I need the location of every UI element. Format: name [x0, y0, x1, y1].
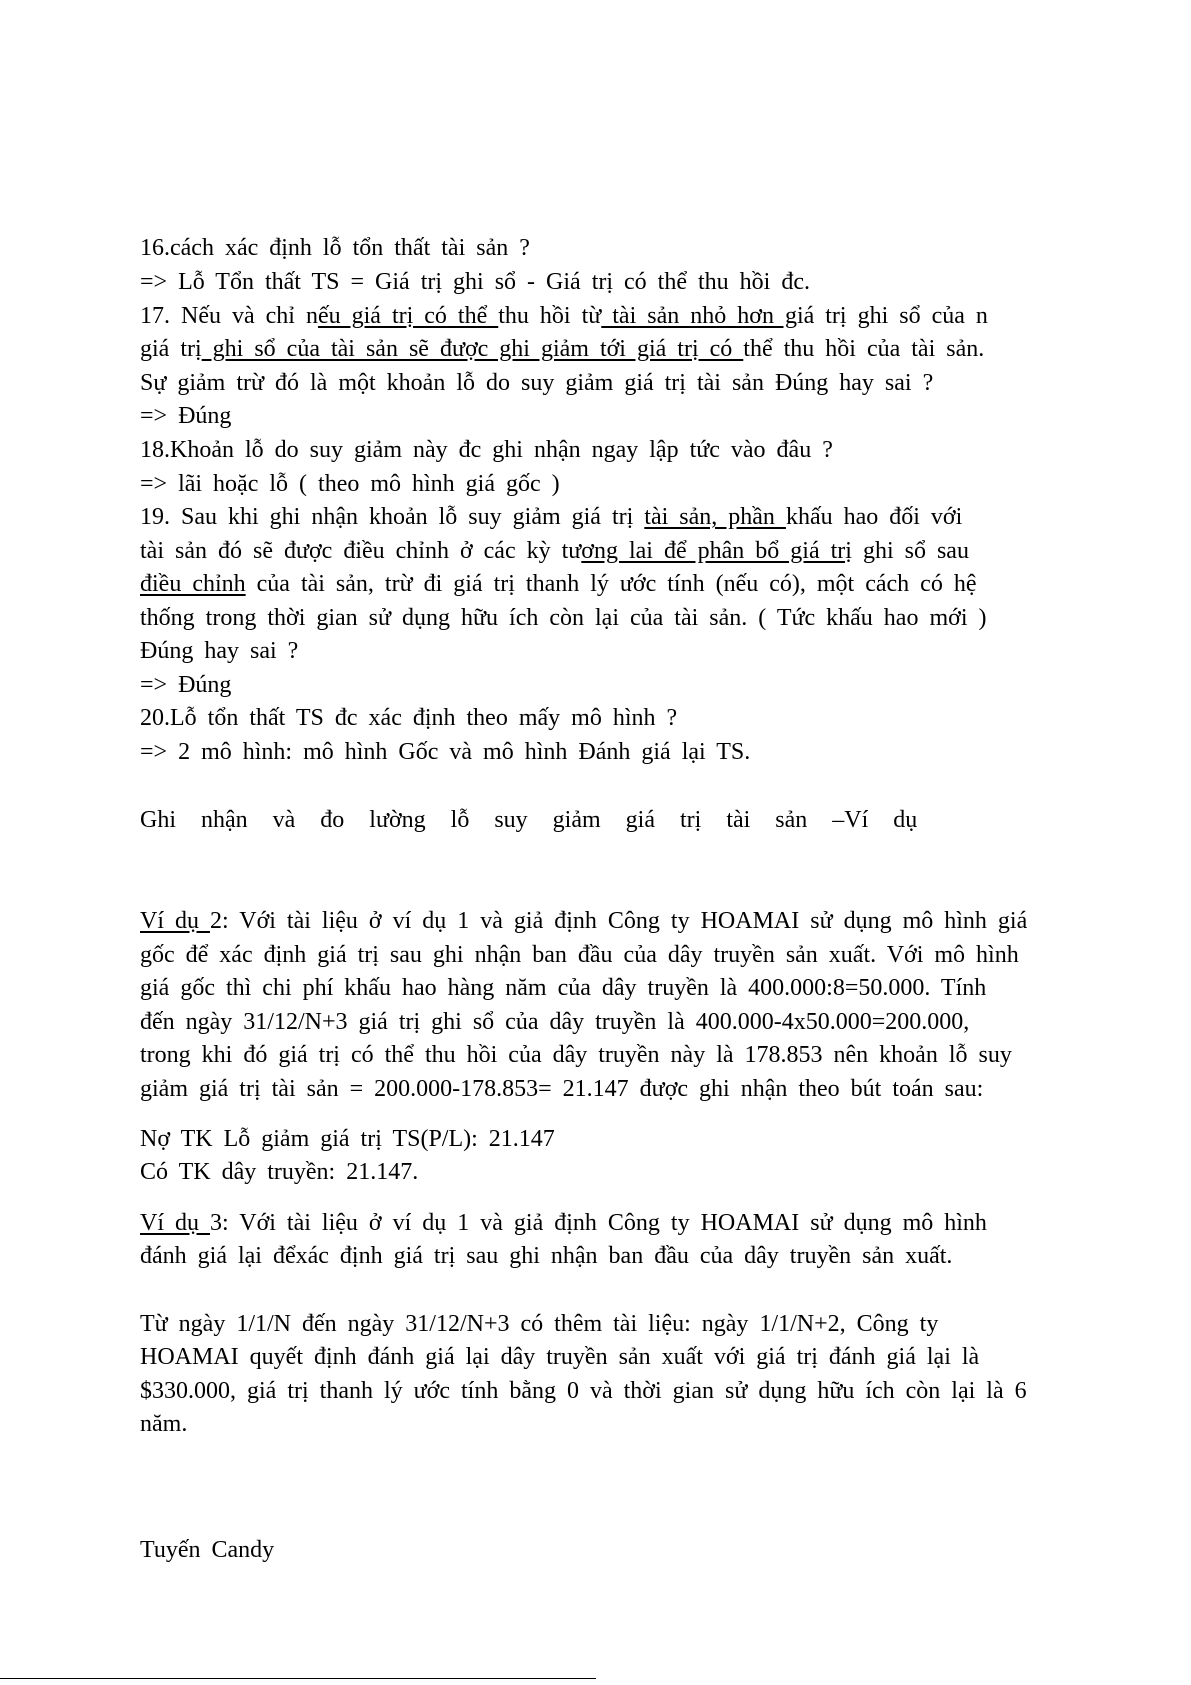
underlined-segment: điều chỉnh	[140, 571, 246, 597]
extra-info-line-2: HOAMAI quyết định đánh giá lại dây truyền sản xuất với giá trị đánh giá lại là	[140, 1344, 980, 1370]
question-19-line-2	[140, 536, 969, 566]
extra-info-line-4: năm.	[140, 1411, 188, 1437]
text-segment: 3: Với tài liệu ở ví dụ 1 và giả định Công ty HOAMAI sử dụng mô hình	[210, 1210, 987, 1236]
example-3-line-2: đánh giá lại đểxác định giá trị sau ghi nhận ban đầu của dây truyền sản xuất.	[140, 1243, 953, 1269]
journal-credit: Có TK dây truyền: 21.147.	[140, 1159, 419, 1185]
underlined-segment: ếu giá trị có thể	[317, 303, 499, 329]
signature: Tuyến Candy	[140, 1537, 275, 1563]
question-19-line-4: thống trong thời gian sử dụng hữu ích còn lại của tài sản. ( Tức khấu hao mới )	[140, 605, 987, 631]
example-2-line-2: gốc để xác định giá trị sau ghi nhận ban đầu của dây truyền sản xuất. Với mô hình	[140, 942, 1019, 968]
text-segment: 2: Với tài liệu ở ví dụ 1 và giả định Công ty HOAMAI sử dụng mô hình giá	[210, 908, 1028, 934]
question-17-line-3: Sự giảm trừ đó là một khoản lỗ do suy giảm giá trị tài sản Đúng hay sai ?	[140, 370, 934, 396]
text-segment: khấu hao đối với	[785, 504, 963, 530]
question-20: 20.Lỗ tổn thất TS đc xác định theo mấy mô hình ?	[140, 705, 678, 731]
question-19-line-5: Đúng hay sai ?	[140, 638, 299, 664]
text-segment: của tài sản, trừ đi giá trị thanh lý ước tính (nếu có), một cách có hệ	[245, 571, 977, 597]
question-19-line-3	[140, 569, 976, 599]
underlined-segment: ghi sổ của tài sản sẽ được ghi giảm tới giá trị có	[201, 336, 744, 362]
example-2-line-1	[140, 906, 1027, 936]
answer-20: => 2 mô hình: mô hình Gốc và mô hình Đánh giá lại TS.	[140, 739, 751, 765]
question-18: 18.Khoản lỗ do suy giảm này đc ghi nhận ngay lập tức vào đâu ?	[140, 437, 833, 463]
answer-18: => lãi hoặc lỗ ( theo mô hình giá gốc )	[140, 471, 560, 497]
footer-divider	[0, 1678, 596, 1679]
answer-19: => Đúng	[140, 672, 232, 698]
extra-info-line-3: $330.000, giá trị thanh lý ước tính bằng 0 và thời gian sử dụng hữu ích còn lại là 6	[140, 1378, 1027, 1404]
question-17-line-1	[140, 301, 988, 331]
text-segment: thể thu hồi của tài sản.	[743, 336, 985, 362]
text-segment: ghi sổ sau	[851, 538, 969, 564]
text-segment: giá trị	[140, 336, 202, 362]
underlined-segment: tài sản nhỏ hơn g	[601, 303, 797, 329]
underlined-segment: tài sản, phần	[644, 504, 786, 530]
answer-17: => Đúng	[140, 403, 232, 429]
underlined-segment: ơng lai để phân bổ giá trị	[581, 538, 852, 564]
example-3-line-1	[140, 1208, 987, 1238]
extra-info-line-1: Từ ngày 1/1/N đến ngày 31/12/N+3 có thêm tài liệu: ngày 1/1/N+2, Công ty	[140, 1311, 939, 1337]
text-segment: iá trị ghi sổ của n	[796, 303, 988, 329]
question-16: 16.cách xác định lỗ tổn thất tài sản ?	[140, 235, 530, 261]
text-segment: thu hồi từ	[498, 303, 602, 329]
example-2-line-6: giảm giá trị tài sản = 200.000-178.853= 21.147 được ghi nhận theo bút toán sau:	[140, 1076, 984, 1102]
text-segment: 19. Sau khi ghi nhận khoản lỗ suy giảm giá trị	[140, 504, 645, 530]
question-19-line-1	[140, 502, 962, 532]
question-17-line-2	[140, 334, 984, 364]
journal-debit: Nợ TK Lỗ giảm giá trị TS(P/L): 21.147	[140, 1126, 555, 1152]
example-label: Ví dụ	[140, 908, 210, 934]
example-2-line-4: đến ngày 31/12/N+3 giá trị ghi sổ của dây truyền là 400.000-4x50.000=200.000,	[140, 1009, 970, 1035]
example-label: Ví dụ	[140, 1210, 210, 1236]
example-2-line-3: giá gốc thì chi phí khấu hao hàng năm của dây truyền là 400.000:8=50.000. Tính	[140, 975, 987, 1001]
section-heading: Ghi nhận và đo lường lỗ suy giảm giá trị tài sản –Ví dụ	[140, 807, 918, 833]
example-2-line-5: trong khi đó giá trị có thể thu hồi của dây truyền này là 178.853 nên khoản lỗ suy	[140, 1042, 1012, 1068]
answer-16: => Lỗ Tổn thất TS = Giá trị ghi sổ - Giá trị có thể thu hồi đc.	[140, 269, 810, 295]
text-segment: tài sản đó sẽ được điều chỉnh ở các kỳ tư	[140, 538, 582, 564]
text-segment: 17. Nếu và chỉ n	[140, 303, 318, 329]
